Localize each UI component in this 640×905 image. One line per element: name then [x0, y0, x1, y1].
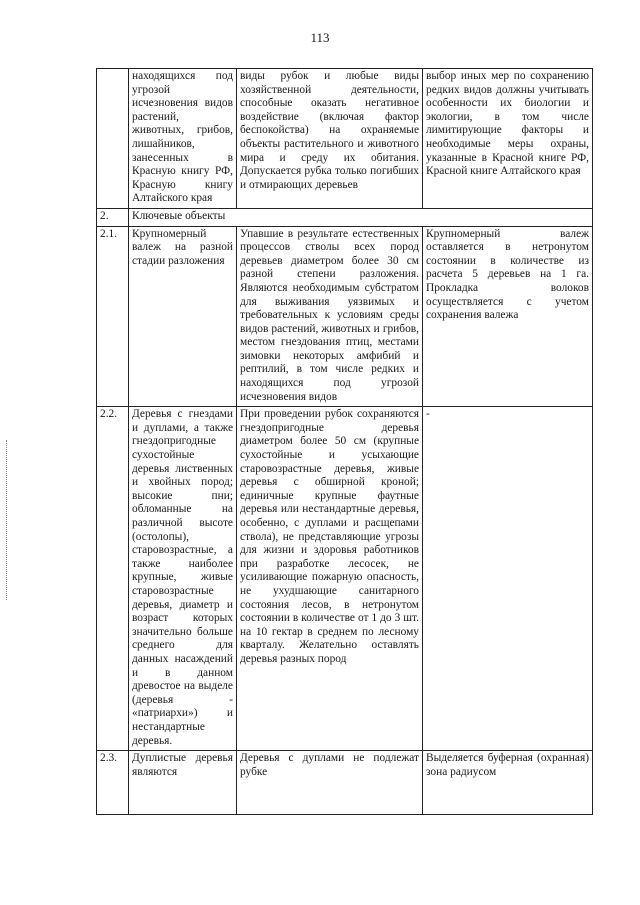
- row-number: 2.2.: [97, 407, 129, 751]
- object-cell: Деревья с гнездами и дуплами, а также гнездопригодные сухостойные деревья лиственных и хвойных пород; высокие пни; обломанные на различной высоте (остолопы), старовозрастные, а также наиболее крупные, живые старовозрастные деревья, диаметр и возраст которых значительно больше среднего для данных насаждений и в данном древостое на выделе (деревья - «патриархи») и нестандартные деревья.: [129, 407, 237, 751]
- limits-cell: При проведении рубок сохраняются гнездопригодные деревья диаметром более 50 см (крупные сухостойные и усыхающие старовозрастные деревья, живые деревья с обширной кроной; единичные крупные фаутные деревья или нестандартные деревья, особенно, с дуплами и расщепами ствола), не представляющие угрозы для жизни и здоровья работников при разработке лесосек, не усиливающие пожарную опасность, не ухудшающие санитарного состояния лесов, в нетронутом состоянии в количестве от 1 до 3 шт. на 10 гектар в среднем по лесному кварталу. Желательно оставлять деревья разных пород: [237, 407, 423, 751]
- measures-cell: -: [423, 407, 593, 751]
- section-title: Ключевые объекты: [129, 208, 593, 226]
- page-number: 113: [310, 30, 330, 45]
- row-number: 2.3.: [97, 751, 129, 815]
- object-cell: находящихся под угрозой исчезновения видов растений, животных, грибов, лишайников, занесенных в Красную книгу РФ, Красную книгу Алтайского края: [129, 69, 237, 209]
- table-row: [97, 407, 593, 751]
- regulations-table: [96, 68, 593, 815]
- object-cell: Крупномерный валеж на разной стадии разложения: [129, 226, 237, 407]
- section-row: [97, 208, 593, 226]
- table-row: [97, 751, 593, 815]
- limits-cell: Деревья с дуплами не подлежат рубке: [237, 751, 423, 815]
- limits-cell: Упавшие в результате естественных процессов стволы всех пород деревьев диаметром более 30 см разной степени разложения. Являются необходимым субстратом для выживания уязвимых и требовательных к условиям среды видов растений, животных и грибов, местом гнездования птиц, местами зимовки некоторых амфибий и рептилий, в том числе редких и находящихся под угрозой исчезновения видов: [237, 226, 423, 407]
- measures-cell: выбор иных мер по сохранению редких видов должны учитывать особенности их биологии и экологии, в том числе лимитирующие факторы и необходимые меры охраны, указанные в Красной книге РФ, Красной книге Алтайского края: [423, 69, 593, 209]
- limits-cell: виды рубок и любые виды хозяйственной деятельности, способные оказать негативное воздействие (включая фактор беспокойства) на охраняемые объекты растительного и животного мира и среду их обитания. Допускается рубка только погибших и отмирающих деревьев: [237, 69, 423, 209]
- measures-cell: Крупномерный валеж оставляется в нетронутом состоянии в количестве из расчета 5 деревьев на 1 га. Прокладка волоков осуществляется с учетом сохранения валежа: [423, 226, 593, 407]
- table-row: [97, 69, 593, 209]
- margin-marks: [6, 440, 9, 600]
- table-row: [97, 226, 593, 407]
- measures-cell: Выделяется буферная (охранная) зона радиусом: [423, 751, 593, 815]
- row-number: [97, 69, 129, 209]
- row-number: 2.: [97, 208, 129, 226]
- object-cell: Дуплистые деревья являются: [129, 751, 237, 815]
- row-number: 2.1.: [97, 226, 129, 407]
